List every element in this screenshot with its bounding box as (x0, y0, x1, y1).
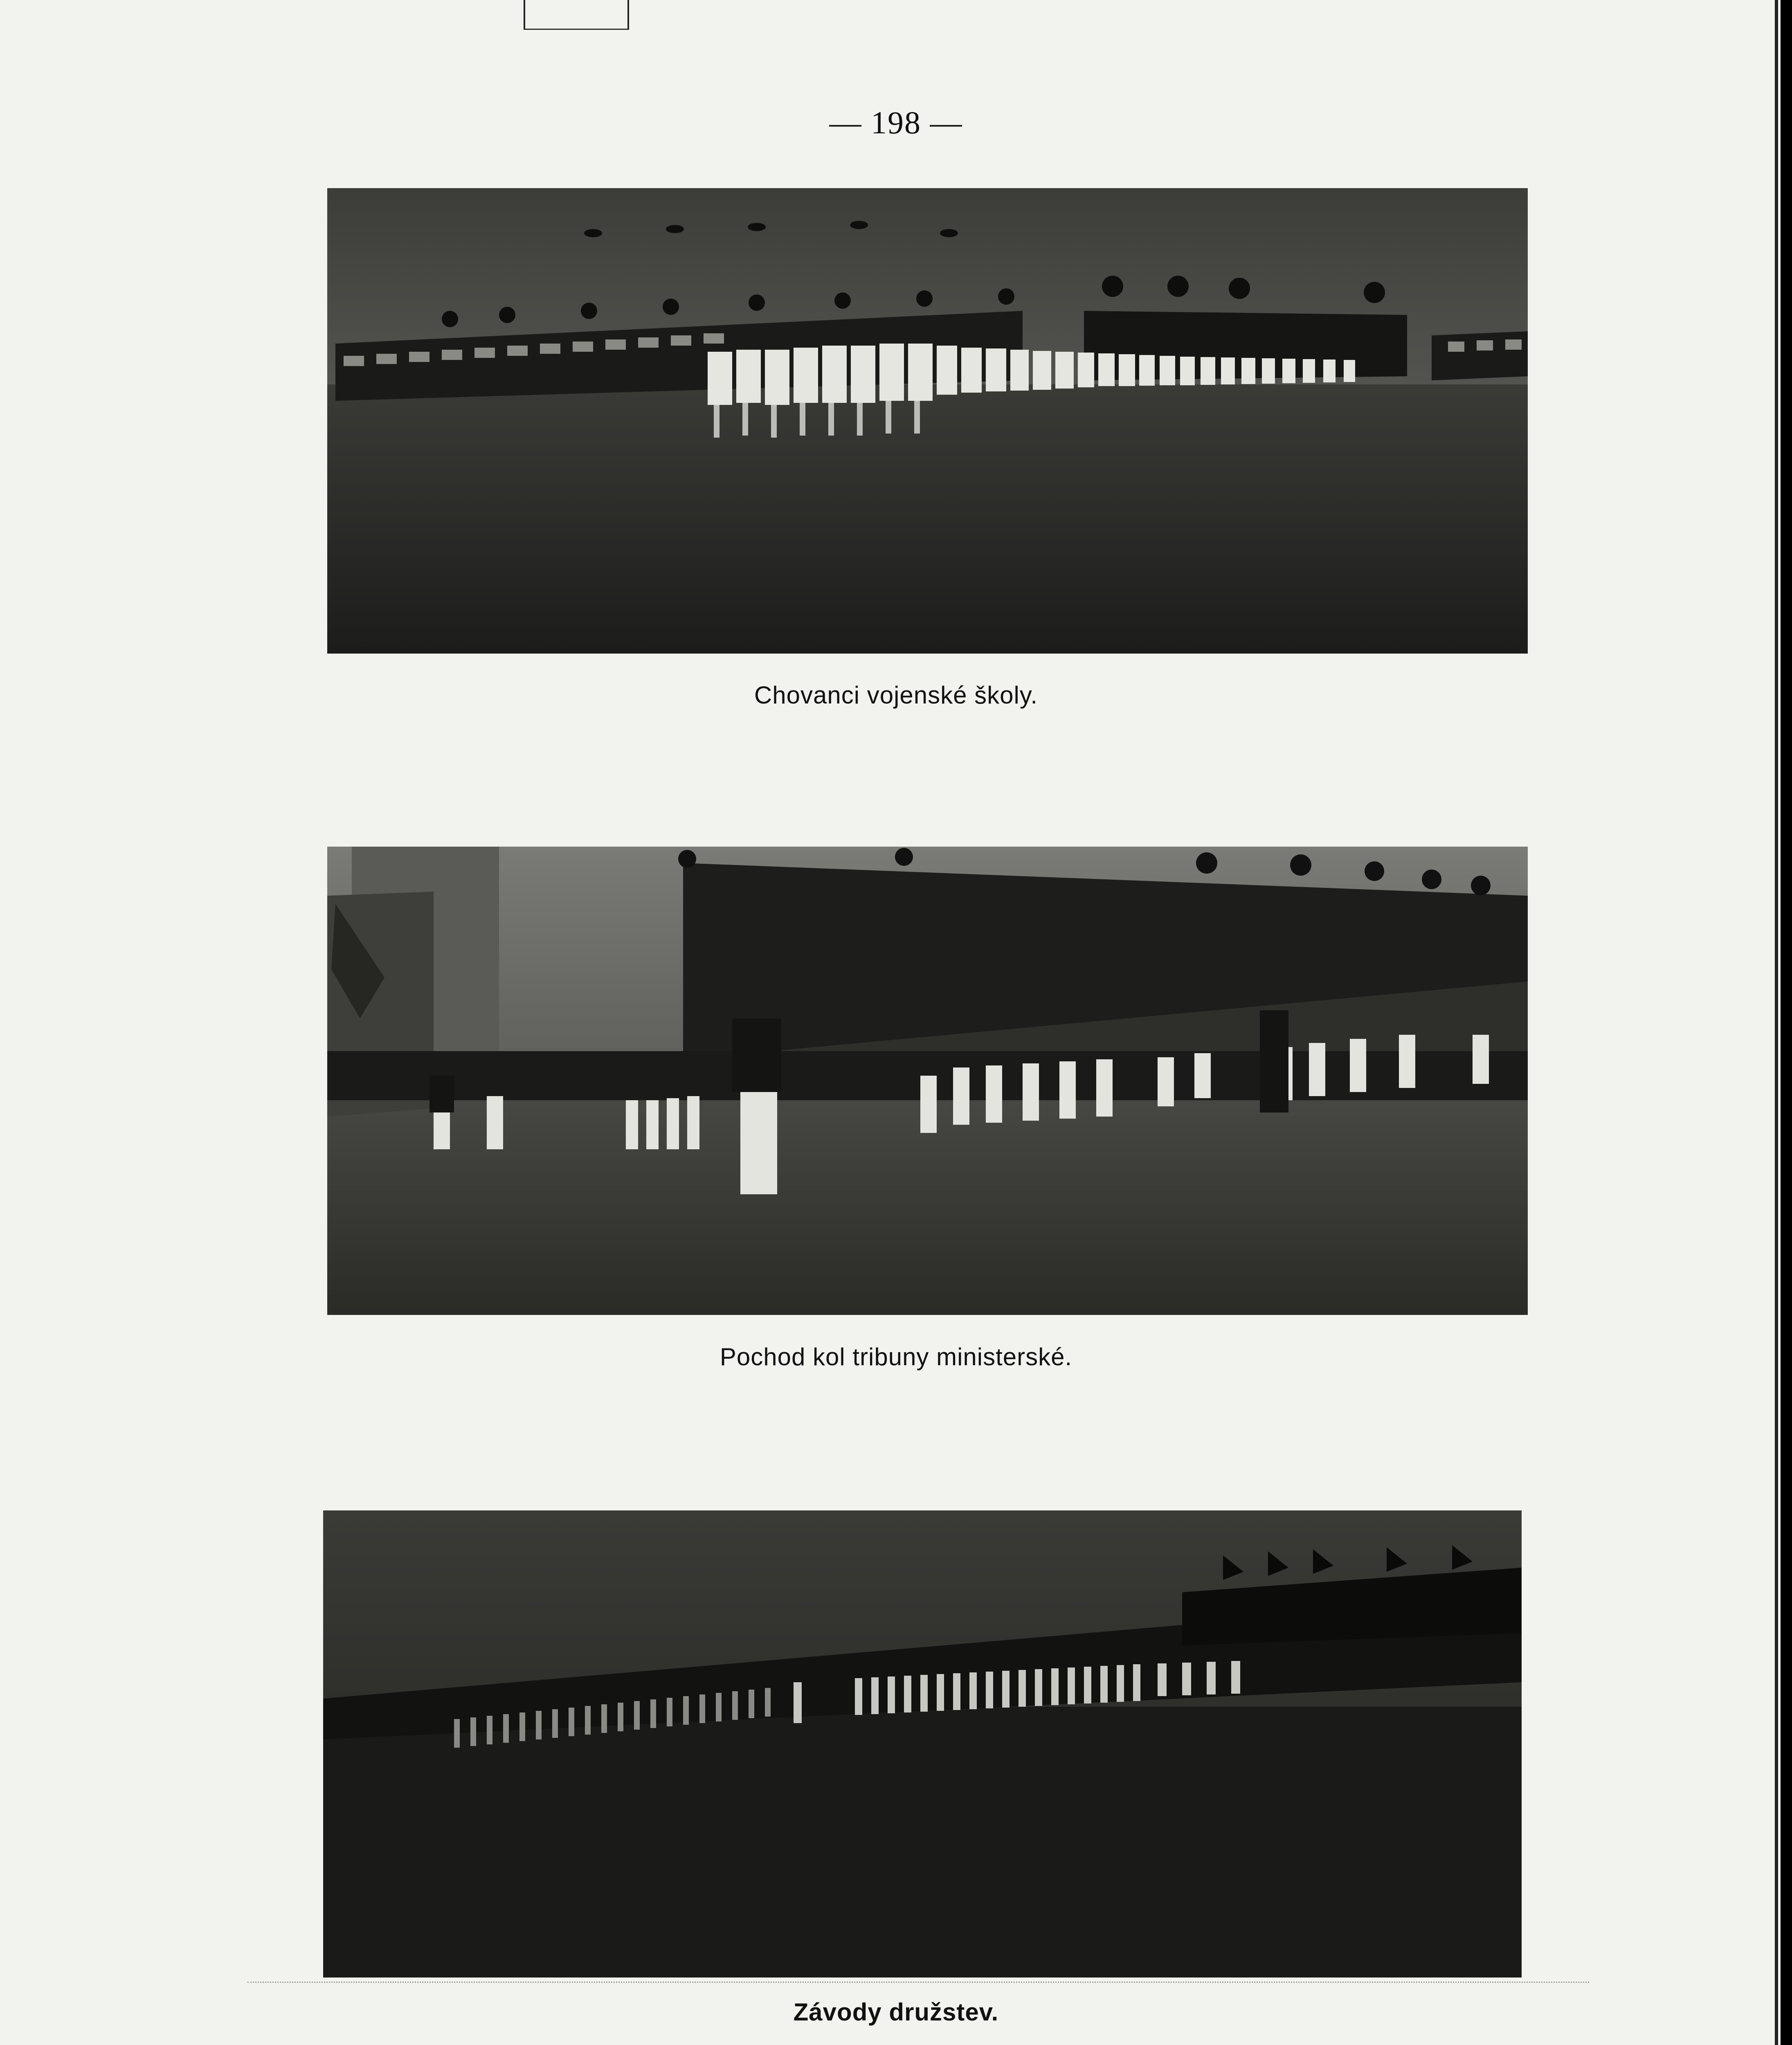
caption-cadets: Chovanci vojenské školy. (754, 681, 1038, 709)
photo-team-competition-image (323, 1510, 1522, 1978)
scan-edge-top (524, 0, 629, 30)
photo-march-past-image (327, 847, 1528, 1315)
photo-cadets-image (327, 188, 1528, 654)
photo-cadets (327, 188, 1528, 654)
caption-march-past: Pochod kol tribuny ministerské. (719, 1343, 1073, 1371)
page-number: — 198 — (829, 105, 963, 140)
caption-team-competition: Závody družstev. (793, 1998, 999, 2026)
scan-edge-right (1781, 0, 1792, 2045)
scan-edge-right-inner (1775, 0, 1778, 2045)
photo-march-past (327, 847, 1528, 1315)
photo-team-competition (323, 1510, 1522, 1978)
